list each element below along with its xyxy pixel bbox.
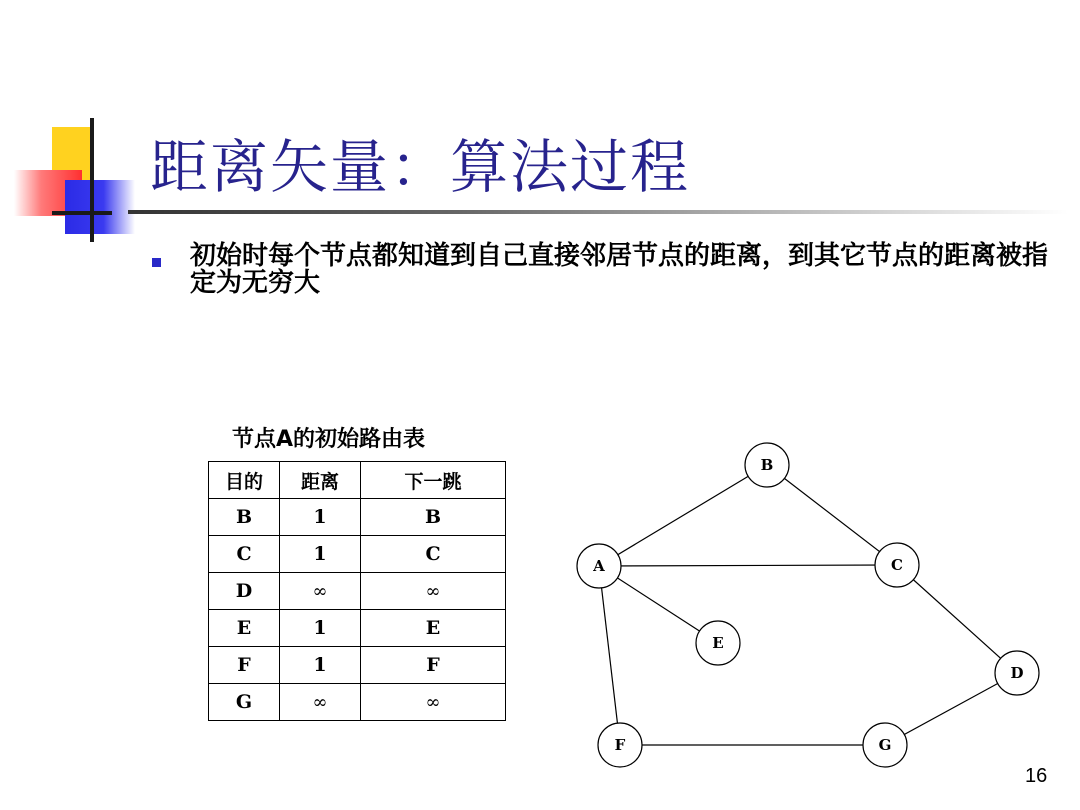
cell-next-hop: E <box>361 610 506 647</box>
cell-distance: 1 <box>280 647 361 684</box>
node-a <box>577 544 621 588</box>
cell-destination: F <box>209 647 280 684</box>
cell-next-hop: B <box>361 499 506 536</box>
table-caption: 节点A的初始路由表 <box>232 427 426 452</box>
cell-next-hop: C <box>361 536 506 573</box>
header-destination: 目的 <box>209 462 280 499</box>
edge-a-f <box>599 566 620 745</box>
cell-destination: G <box>209 684 280 721</box>
node-label: F <box>614 736 626 754</box>
cell-destination: B <box>209 499 280 536</box>
cell-next-hop: ∞ <box>361 573 506 610</box>
cell-destination: C <box>209 536 280 573</box>
node-label: C <box>891 556 903 574</box>
cell-destination: E <box>209 610 280 647</box>
edge-c-d <box>897 565 1017 673</box>
slide-title: 距离矢量：算法过程 <box>150 133 691 201</box>
node-label: E <box>712 634 724 652</box>
cell-next-hop: F <box>361 647 506 684</box>
cell-distance: ∞ <box>280 684 361 721</box>
node-b <box>745 443 789 487</box>
node-label: G <box>878 736 892 754</box>
edge-b-c <box>767 465 897 565</box>
edge-a-b <box>599 465 767 566</box>
header-distance: 距离 <box>280 462 361 499</box>
edge-a-c <box>599 565 897 566</box>
cell-next-hop: ∞ <box>361 684 506 721</box>
bullet-text: 初始时每个节点都知道到自己直接邻居节点的距离，到其它节点的距离被指定为无穷大 <box>190 241 1049 298</box>
node-label: D <box>1010 664 1024 682</box>
node-d <box>995 651 1039 695</box>
graph-nodes <box>577 443 1039 767</box>
node-e <box>696 621 740 665</box>
cell-destination: D <box>209 573 280 610</box>
node-label: A <box>593 557 605 575</box>
cell-distance: 1 <box>280 499 361 536</box>
header-next-hop: 下一跳 <box>361 462 506 499</box>
cell-distance: 1 <box>280 610 361 647</box>
graph-edges <box>599 465 1017 745</box>
node-c <box>875 543 919 587</box>
page-number: 16 <box>1025 765 1048 787</box>
node-label: B <box>760 456 774 474</box>
cell-distance: ∞ <box>280 573 361 610</box>
node-g <box>863 723 907 767</box>
cell-distance: 1 <box>280 536 361 573</box>
node-f <box>598 723 642 767</box>
